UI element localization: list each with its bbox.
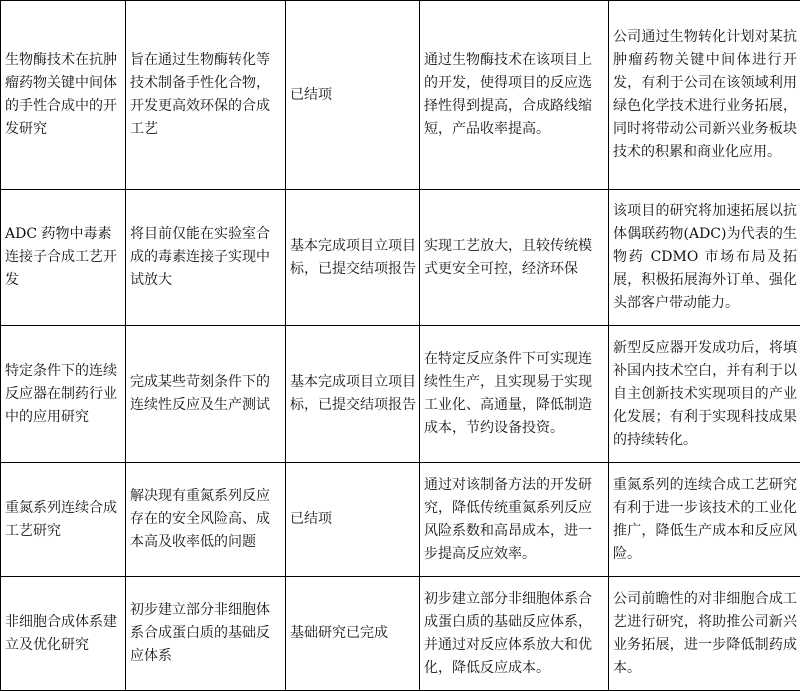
table-row	[1, 190, 800, 326]
project-status-cell: 基础研究已完成	[286, 577, 420, 691]
company-impact-cell: 该项目的研究将加速拓展以抗体偶联药物(ADC)为代表的生物药 CDMO 市场布局及拓展，积极拓展海外订单、强化头部客户带动能力。	[609, 190, 800, 326]
expected-result-cell: 通过对该制备方法的开发研究，降低传统重氮系列反应风险系数和高昂成本，进一步提高反应效率。	[420, 463, 609, 577]
project-name-cell: 生物酶技术在抗肿瘤药物关键中间体的手性合成中的开发研究	[1, 1, 126, 190]
company-impact-cell: 公司前瞻性的对非细胞合成工艺进行研究，将助推公司新兴业务拓展，进一步降低制药成本。	[609, 577, 800, 691]
expected-result-cell: 实现工艺放大，且较传统模式更安全可控，经济环保	[420, 190, 609, 326]
project-status-cell: 基本完成项目立项目标，已提交结项报告	[286, 190, 420, 326]
expected-result-cell: 在特定反应条件下可实现连续性生产，且实现易于实现工业化、高通量，降低制造成本，节约设备投资。	[420, 326, 609, 463]
company-impact-cell: 新型反应器开发成功后，将填补国内技术空白，并有利于以自主创新技术实现项目的产业化发展；有利于实现科技成果的持续转化。	[609, 326, 800, 463]
company-impact-cell: 公司通过生物转化计划对某抗肿瘤药物关键中间体进行开发，有利于公司在该领域利用绿色化学技术进行业务拓展，同时将带动公司新兴业务板块技术的积累和商业化应用。	[609, 1, 800, 190]
table-row	[1, 463, 800, 577]
table-row	[1, 1, 800, 190]
project-name-cell: 特定条件下的连续反应器在制药行业中的应用研究	[1, 326, 126, 463]
project-status-cell: 基本完成项目立项目标，已提交结项报告	[286, 326, 420, 463]
project-goal-cell: 解决现有重氮系列反应存在的安全风险高、成本高及收率低的问题	[126, 463, 286, 577]
project-goal-cell: 将目前仅能在实验室合成的毒素连接子实现中试放大	[126, 190, 286, 326]
project-goal-cell: 初步建立部分非细胞体系合成蛋白质的基础反应体系	[126, 577, 286, 691]
expected-result-cell: 初步建立部分非细胞体系合成蛋白质的基础反应体系，并通过对反应体系放大和优化，降低反应成本。	[420, 577, 609, 691]
project-name-cell: ADC 药物中毒素连接子合成工艺开发	[1, 190, 126, 326]
table-row	[1, 326, 800, 463]
project-status-cell: 已结项	[286, 463, 420, 577]
table-row	[1, 577, 800, 691]
company-impact-cell: 重氮系列的连续合成工艺研究有利于进一步该技术的工业化推广，降低生产成本和反应风险。	[609, 463, 800, 577]
project-status-cell: 已结项	[286, 1, 420, 190]
project-name-cell: 非细胞合成体系建立及优化研究	[1, 577, 126, 691]
project-name-cell: 重氮系列连续合成工艺研究	[1, 463, 126, 577]
project-goal-cell: 完成某些苛刻条件下的连续性反应及生产测试	[126, 326, 286, 463]
project-goal-cell: 旨在通过生物酶转化等技术制备手性化合物，开发更高效环保的合成工艺	[126, 1, 286, 190]
expected-result-cell: 通过生物酶技术在该项目上的开发，使得项目的反应选择性得到提高，合成路线缩短，产品收率提高。	[420, 1, 609, 190]
